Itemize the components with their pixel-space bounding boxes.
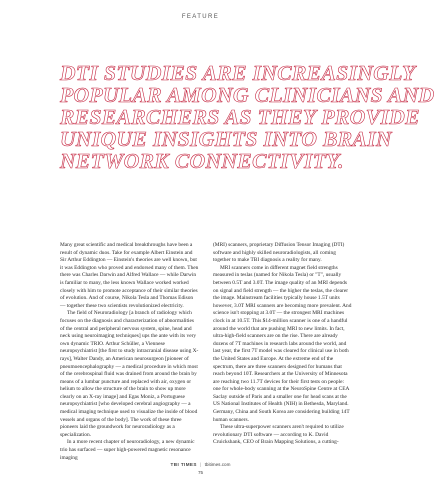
article-paragraph: The field of Neuroradiology [a branch of radiology which focuses on the diagnosis and characterization of abnormalities of the central and peripheral nervous system, spine, head and neck using neuroimaging techniques] ups the ante with its very own dynamic TRIO. Arthur Schüller, a Viennese neuropsychiatrist [the first to study intracranial disease using X-rays], Walter Dandy, an American neurosurgeon [pioneer of pneumoencephalography — a medical procedure in which most of the cerebrospinal fluid was drained from around the brain by means of a lumbar puncture and replaced with air, oxygen or helium to allow the structure of the brain to show up more clearly on an X-ray image] and Egas Moniz, a Portuguese neuropsychiatrist [who developed cerebral angiography — a medical imaging technique used to visualize the inside of blood vessels and organs of the body]. The work of these three pioneers laid the groundwork for neuroradiology as a specialization. <box>60 310 199 438</box>
pull-quote <box>60 61 435 173</box>
section-label: FEATURE <box>181 14 220 20</box>
page-footer <box>0 462 401 467</box>
pull-quote-line: RESEARCHERS AS THEY PROVIDE <box>60 105 420 129</box>
pull-quote-line: DTI STUDIES ARE INCREASINGLY <box>60 61 416 85</box>
pull-quote-line: NETWORK CONNECTIVITY. <box>60 149 344 173</box>
pull-quote-line: POPULAR AMONG CLINICIANS AND <box>60 83 435 107</box>
article-column-left <box>60 242 199 461</box>
page-number: 75 <box>197 470 204 475</box>
article-paragraph: Many great scientific and medical breakthroughs have been a result of dynamic duos. Take for example Albert Einstein and Sir Arthur Eddington — Einstein's theories are well known, but it was Eddington who proved and endorsed many of them. Then there was Charles Darwin and Alfred Wallace — while Darwin is familiar to many, the less known Wallace worked worked closely with him to promote acceptance of their similar theories of evolution. And of course, Nikola Tesla and Thomas Edison — together these two scientists revolutionized electricity. <box>60 242 199 309</box>
article-body <box>60 242 352 461</box>
article-column-right <box>213 242 352 446</box>
pull-quote-line: UNIQUE INSIGHTS INTO BRAIN <box>60 127 392 151</box>
article-paragraph: In a more recent chapter of neuroradiology, a new dynamic trio has surfaced — super high-powered magnetic resonance imaging <box>60 439 195 461</box>
footer-separator: | <box>200 462 202 467</box>
article-paragraph: (MRI) scanners, proprietary Diffusion Tensor Imaging (DTI) software and highly skilled neuroradiologists, all coming together to make TBI diagnosis a reality for many. <box>213 242 345 264</box>
article-paragraph: These ultra-superpower scanners aren't required to utilize revolutionary DTI software — according to K. David Cruickshank, CEO of Brain Mapping Solutions, a cutting- <box>213 424 344 446</box>
footer-site-link[interactable]: tbitimes.com <box>204 462 231 467</box>
article-paragraph: MRI scanners come in different magnet field strengths measured in teslas (named for Nikola Tesla) or "T", usually between 0.5T and 3.0T. The image quality of an MRI depends on signal and field strength — the higher the teslas, the clearer the image. Mainstream facilities typically house 1.5T units however, 3.0T MRI scanners are becoming more prevalent. And science isn't stopping at 3.0T — the strongest MRI machines clock in at 10.5T. This $14-million scanner is one of a handful around the world that are pushing MRI to new limits. In fact, ultra-high-field scanners are on the rise. There are already dozens of 7T machines in research labs around the world, and last year, the first 7T model was cleared for clinical use in both the United States and Europe. At the extreme end of the spectrum, there are three scanners designed for humans that reach beyond 10T. Researchers at the University of Minnesota are reaching two 11.7T devices for their first tests on people: one for whole-body scanning at the NeuroSpine Centre at CEA Saclay outside of Paris and a smaller one for head scans at the US National Institutes of Health (NIH) in Bethesda, Maryland. Germany, China and South Korea are considering building 14T human scanners. <box>213 264 352 423</box>
footer-brand: TBI TIMES <box>170 462 197 467</box>
